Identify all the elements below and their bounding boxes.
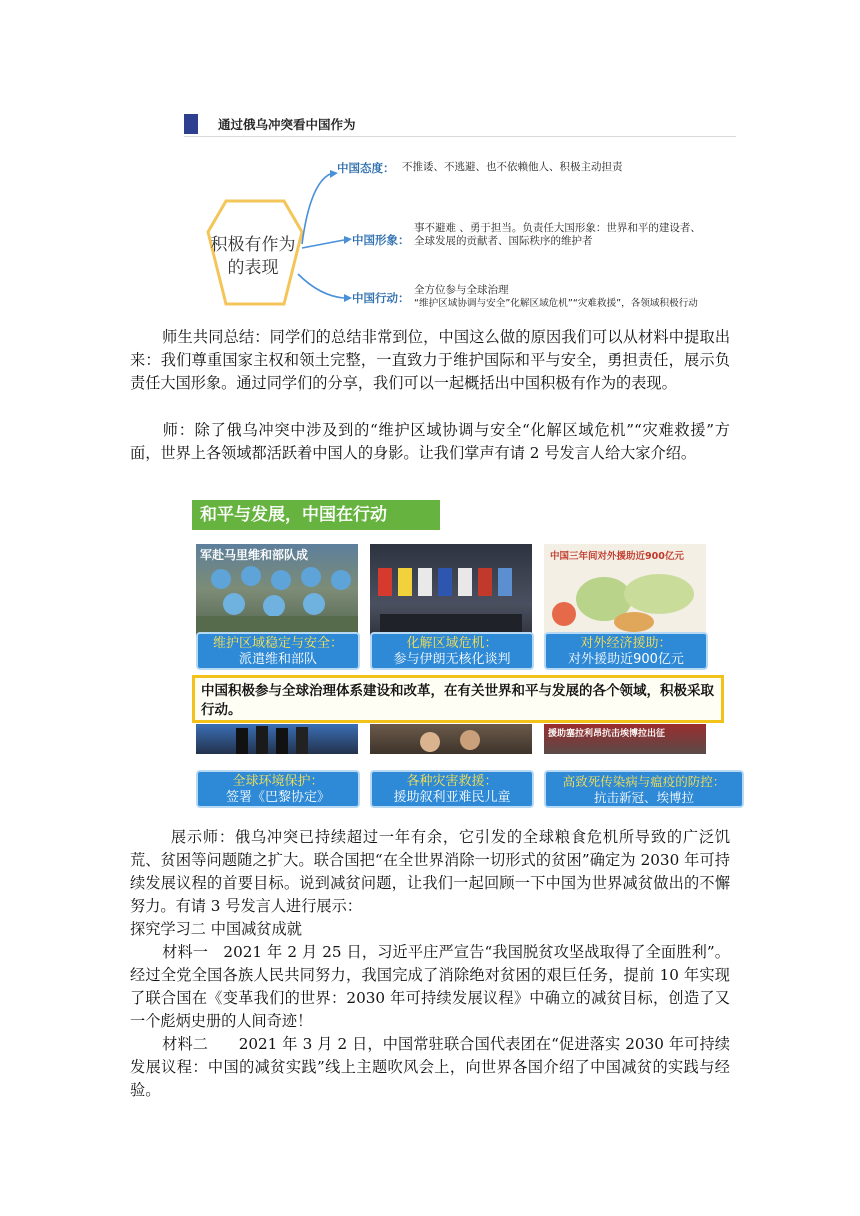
node-action-text-1: 全方位参与全球治理 [414,284,509,296]
photo-ebola [544,724,706,754]
caption-environment-title: 全球环境保护： [232,774,324,789]
paris-agreement-image [196,724,358,754]
connector-image [302,240,344,248]
figure-title: 通过俄乌冲突看中国作为 [218,117,356,132]
photo-negotiation [370,544,532,644]
arrow-action [344,294,352,302]
syria-children-image [370,724,532,754]
paragraph-teacher-text: 师：除了俄乌冲突中涉及到的“维护区域协调与安全“化解区域危机”“灾难救援”方面，世界上各领域都活跃着中国人的身影。让我们掌声有请 2 号发言人给大家介绍。 [130,421,730,462]
photo-aid-map-text: 中国三年间对外援助近900亿元 [550,551,684,562]
photo-ebola-text: 援助塞拉利昂抗击埃博拉出征 [548,729,666,739]
caption-environment-desc: 签署《巴黎协定》 [225,790,330,805]
caption-peacekeeping [196,632,360,670]
photo-peacekeepers [196,544,358,644]
paragraph-presenter-text: 展示师：俄乌冲突已持续超过一年有余，它引发的全球粮食危机所导致的广泛饥荒、贫困等问题随之扩大。联合国把“在全世界消除一切形式的贫困”确定为 2030 年可持续发展议程的首要目标。说到减贫问题，让我们一起回顾一下中国为世界减贫做出的不懈努力。有请 3 号发言人进行展示： [130,828,730,915]
node-attitude-text: 不推诿、不逃避、也不依赖他人、积极主动担责 [402,161,623,173]
caption-crisis-title: 化解区域危机： [406,636,498,651]
caption-crisis [370,632,534,670]
node-image-text-2: 全球发展的贡献者、国际秩序的维护者 [414,235,593,247]
caption-environment [196,770,360,808]
node-image-text-1: 事不避难 、勇于担当。负责任大国形象：世界和平的建设者、 [414,222,701,234]
arrow-image [344,236,352,244]
caption-epidemic-desc: 抗击新冠、埃博拉 [593,790,694,805]
caption-aid-desc: 对外援助近900亿元 [568,652,684,667]
node-image-key: 中国形象： [352,233,410,247]
negotiation-image [370,544,532,644]
photo-syria-children [370,724,532,754]
node-attitude-key: 中国态度： [337,161,395,175]
paragraph-material-two [130,1033,730,1102]
center-label-line2: 的表现 [227,258,279,278]
paragraph-summary [130,326,730,395]
photo-paris-agreement [196,724,358,754]
caption-crisis-desc: 参与伊朗无核化谈判 [393,652,511,667]
caption-epidemic [544,770,744,808]
photo-aid-map [544,544,706,644]
center-label [198,234,308,280]
summary-banner: 中国积极参与全球治理体系建设和改革，在有关世界和平与发展的各个领域，积极采取行动。 [192,675,724,723]
mindmap-connectors [180,104,740,314]
paragraph-teacher [130,419,730,465]
caption-peacekeeping-title: 维护区域稳定与安全： [212,636,343,651]
section-heading: 探究学习二 中国减贫成就 [130,920,302,938]
paragraph-summary-text: 师生共同总结：同学们的总结非常到位，中国这么做的原因我们可以从材料中提取出来：我们尊重国家主权和领土完整，一直致力于维护国际和平与安全，勇担责任，展示负责任大国形象。通过同学们的分享，我们可以一起概括出中国积极有作为的表现。 [130,328,730,392]
collage-title: 和平与发展，中国在行动 [192,500,440,530]
photo-peacekeepers-text: 军赴马里维和部队成 [200,548,309,562]
mindmap-figure [180,104,740,314]
caption-disaster-title: 各种灾害救援： [406,774,498,789]
photo-collage-figure [192,500,752,812]
paragraph-material-one [130,941,730,1033]
node-action-key: 中国行动： [352,291,410,305]
paragraph-presenter [130,826,730,918]
caption-disaster [370,770,534,808]
caption-epidemic-title: 高致死传染病与瘟疫的防控： [562,774,726,789]
center-label-line1: 积极有作为 [210,235,296,255]
caption-disaster-desc: 援助叙利亚难民儿童 [393,790,511,805]
caption-aid-title: 对外经济援助： [580,636,672,651]
caption-peacekeeping-desc: 派遣维和部队 [238,652,317,667]
node-action-text-2: “维护区域协调与安全”化解区域危机”“灾难救援”，各领域积极行动 [414,298,698,309]
caption-aid [544,632,708,670]
paragraph-material-two-text: 材料二 2021 年 3 月 2 日，中国常驻联合国代表团在“促进落实 2030 年可持续发展议程：中国的减贫实践”线上主题吹风会上，向世界各国介绍了中国减贫的实践与经验。 [130,1035,730,1099]
paragraph-material-one-text: 材料一 2021 年 2 月 25 日，习近平庄严宣告“我国脱贫攻坚战取得了全面胜利”。经过全党全国各族人民共同努力，我国完成了消除绝对贫困的艰巨任务，提前 10 年实现了联合国在《变革我们的世界：2030 年可持续发展议程》中确立的减贫目标，创造了又一个彪炳史册的人间奇迹！ [130,943,730,1030]
